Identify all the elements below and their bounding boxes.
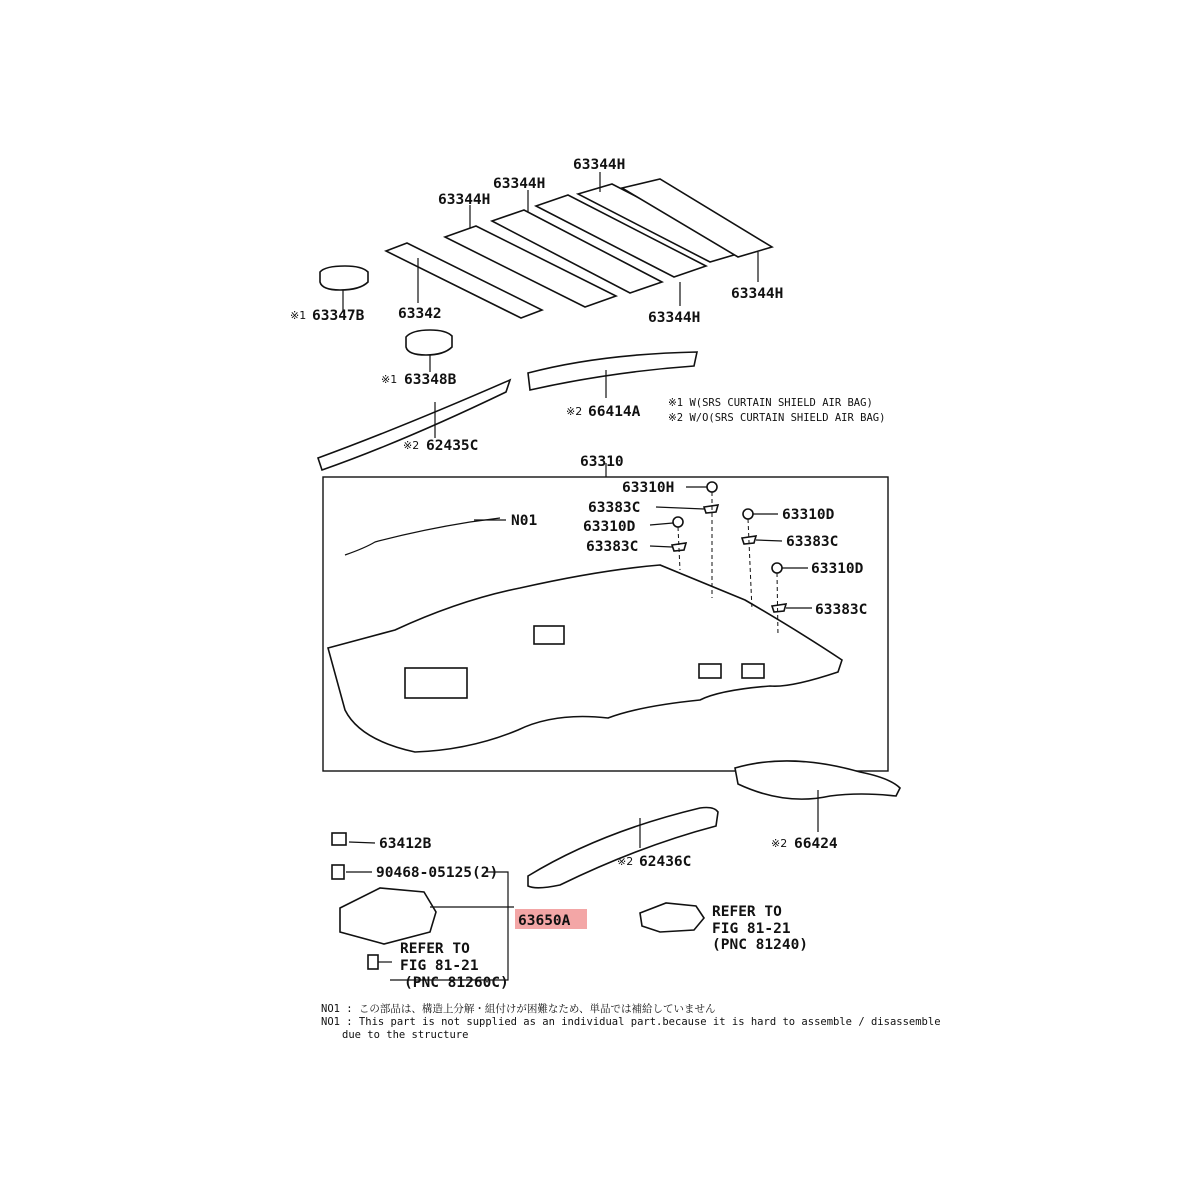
label-63310: 63310 bbox=[580, 454, 624, 470]
dome-lamp-opening bbox=[534, 626, 564, 644]
sunroof-opening bbox=[405, 668, 467, 698]
strip-62435c bbox=[318, 380, 510, 470]
label-66414a: 66414A bbox=[588, 404, 641, 420]
cushion-63348b bbox=[406, 330, 452, 355]
label-63310d-1: 63310D bbox=[583, 519, 636, 535]
label-63344h-top: 63344H bbox=[573, 157, 626, 173]
label-62436c: 62436C bbox=[639, 854, 692, 870]
legend-line-1: ※1 W(SRS CURTAIN SHIELD AIR BAG) bbox=[668, 397, 873, 409]
label-90468-05125: 90468-05125(2) bbox=[376, 865, 499, 881]
label-63412b: 63412B bbox=[379, 836, 432, 852]
label-63383c-4: 63383C bbox=[815, 602, 868, 618]
footnote-en-2: due to the structure bbox=[342, 1029, 469, 1041]
label-62435c: 62435C bbox=[426, 438, 479, 454]
label-63344h-right: 63344H bbox=[731, 286, 784, 302]
screw-90468 bbox=[332, 865, 344, 879]
footnote-jp: NO1 : この部品は、構造上分解・組付けが困難なため、単品では補給していません bbox=[321, 1003, 716, 1015]
label-63348b: 63348B bbox=[404, 372, 457, 388]
label-63347b: 63347B bbox=[312, 308, 365, 324]
bulb-63650a bbox=[368, 955, 378, 969]
footnote-en-1: NO1 : This part is not supplied as an individual part.because it is hard to assemble / disassemble bbox=[321, 1016, 941, 1028]
label-63310h: 63310H bbox=[622, 480, 675, 496]
label-N01: N01 bbox=[511, 513, 538, 529]
mark-66424: ※2 bbox=[771, 837, 788, 850]
label-63344h-3: 63344H bbox=[438, 192, 491, 208]
wire-N01 bbox=[345, 518, 500, 555]
mark-62436c: ※2 bbox=[617, 855, 634, 868]
clip-dash-3 bbox=[748, 519, 752, 610]
strip-66414a bbox=[528, 352, 697, 390]
legend-line-2: ※2 W/O(SRS CURTAIN SHIELD AIR BAG) bbox=[668, 412, 886, 424]
assist-grip-opening-2 bbox=[742, 664, 764, 678]
strip-62436c bbox=[528, 808, 718, 888]
label-63344h-2: 63344H bbox=[493, 176, 546, 192]
label-63344h-bottom: 63344H bbox=[648, 310, 701, 326]
label-63310d-3: 63310D bbox=[811, 561, 864, 577]
map-lamp bbox=[640, 903, 704, 932]
ref-right-2: FIG 81-21 bbox=[712, 921, 791, 937]
label-63310d-2: 63310D bbox=[782, 507, 835, 523]
label-63383c-1: 63383C bbox=[588, 500, 641, 516]
clip-63412b bbox=[332, 833, 346, 845]
label-63342: 63342 bbox=[398, 306, 442, 322]
label-63383c-2: 63383C bbox=[586, 539, 639, 555]
label-66424: 66424 bbox=[794, 836, 838, 852]
mark-63347b: ※1 bbox=[290, 309, 307, 322]
label-63650a: 63650A bbox=[518, 913, 571, 929]
ref-left-3: (PNC 81260C) bbox=[404, 975, 509, 991]
headliner-63310 bbox=[328, 565, 842, 752]
ref-left-1: REFER TO bbox=[400, 941, 470, 957]
label-63383c-3: 63383C bbox=[786, 534, 839, 550]
mark-62435c: ※2 bbox=[403, 439, 420, 452]
mark-66414a: ※2 bbox=[566, 405, 583, 418]
ref-right-3: (PNC 81240) bbox=[712, 937, 809, 953]
cushion-63347b bbox=[320, 266, 368, 290]
ref-right-1: REFER TO bbox=[712, 904, 782, 920]
console-63650a bbox=[340, 888, 436, 944]
mark-63348b: ※1 bbox=[381, 373, 398, 386]
assist-grip-opening bbox=[699, 664, 721, 678]
ref-left-2: FIG 81-21 bbox=[400, 958, 479, 974]
